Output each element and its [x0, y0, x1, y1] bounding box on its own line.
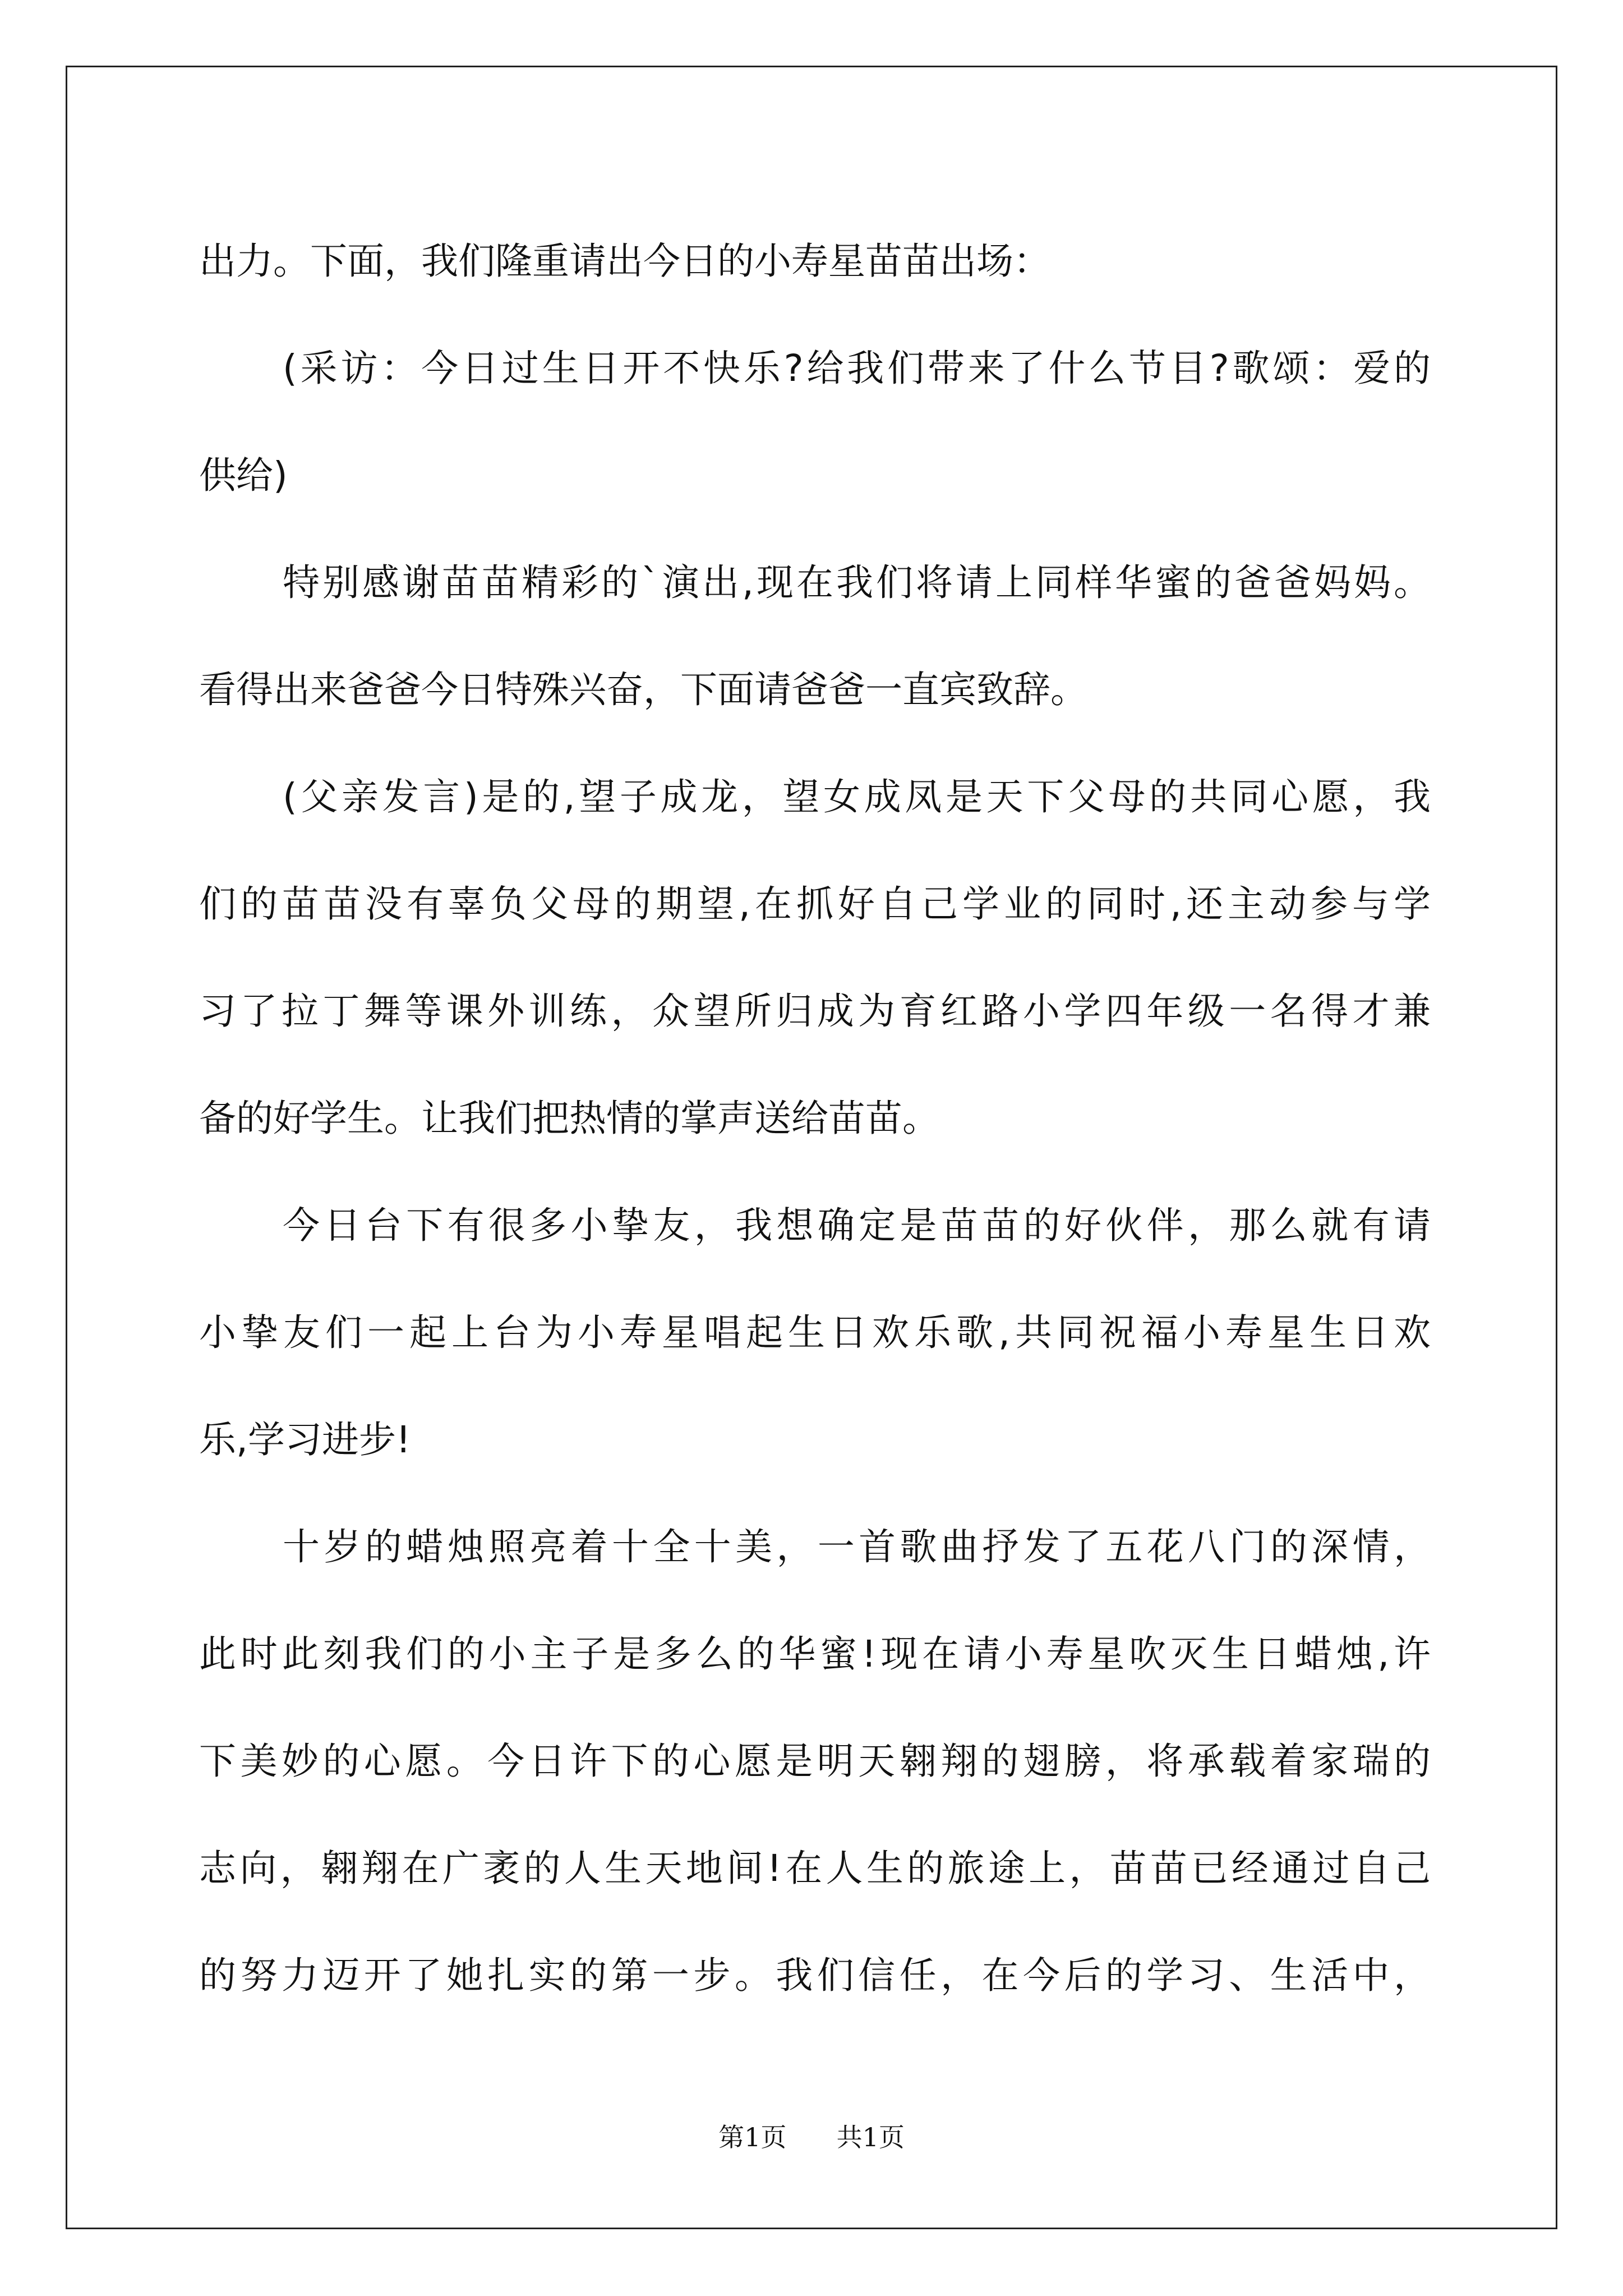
text-line: 此时此刻我们的小主子是多么的华蜜!现在请小寿星吹灭生日蜡烛,许 [199, 1632, 1431, 1676]
text-line: 看得出来爸爸今日特殊兴奋，下面请爸爸一直宾致辞。 [199, 668, 1087, 711]
text-line: 们的苗苗没有辜负父母的期望,在抓好自己学业的同时,还主动参与学 [199, 882, 1431, 926]
text-line: 的努力迈开了她扎实的第一步。我们信任，在今后的学习、生活中， [199, 1954, 1431, 1997]
text-line: 备的好学生。让我们把热情的掌声送给苗苗。 [199, 1097, 939, 1140]
text-line: (父亲发言)是的,望子成龙，望女成凤是天下父母的共同心愿，我 [283, 775, 1431, 818]
text-line: 今日台下有很多小挚友，我想确定是苗苗的好伙伴，那么就有请 [283, 1204, 1431, 1247]
page-footer [0, 2120, 1623, 2154]
text-line: 习了拉丁舞等课外训练，众望所归成为育红路小学四年级一名得才兼 [199, 990, 1431, 1033]
page-number-current: 第1页 [718, 2122, 787, 2152]
text-line: 十岁的蜡烛照亮着十全十美，一首歌曲抒发了五花八门的深情， [283, 1525, 1431, 1568]
page-number-total: 共1页 [836, 2122, 905, 2152]
document-body [199, 208, 1431, 2029]
text-line: 志向，翱翔在广袤的人生天地间!在人生的旅途上，苗苗已经通过自己 [199, 1847, 1431, 1890]
text-line: 小挚友们一起上台为小寿星唱起生日欢乐歌,共同祝福小寿星生日欢 [199, 1311, 1431, 1354]
text-line: 供给) [199, 454, 288, 497]
text-line: 下美妙的心愿。今日许下的心愿是明天翱翔的翅膀，将承载着家瑞的 [199, 1740, 1431, 1783]
text-line: (采访：今日过生日开不快乐?给我们带来了什么节目?歌颂：爱的 [283, 347, 1431, 390]
text-line: 乐,学习进步! [199, 1418, 411, 1461]
text-line: 出力。下面，我们隆重请出今日的小寿星苗苗出场： [199, 240, 1050, 283]
text-line: 特别感谢苗苗精彩的`演出,现在我们将请上同样华蜜的爸爸妈妈。 [283, 561, 1431, 604]
